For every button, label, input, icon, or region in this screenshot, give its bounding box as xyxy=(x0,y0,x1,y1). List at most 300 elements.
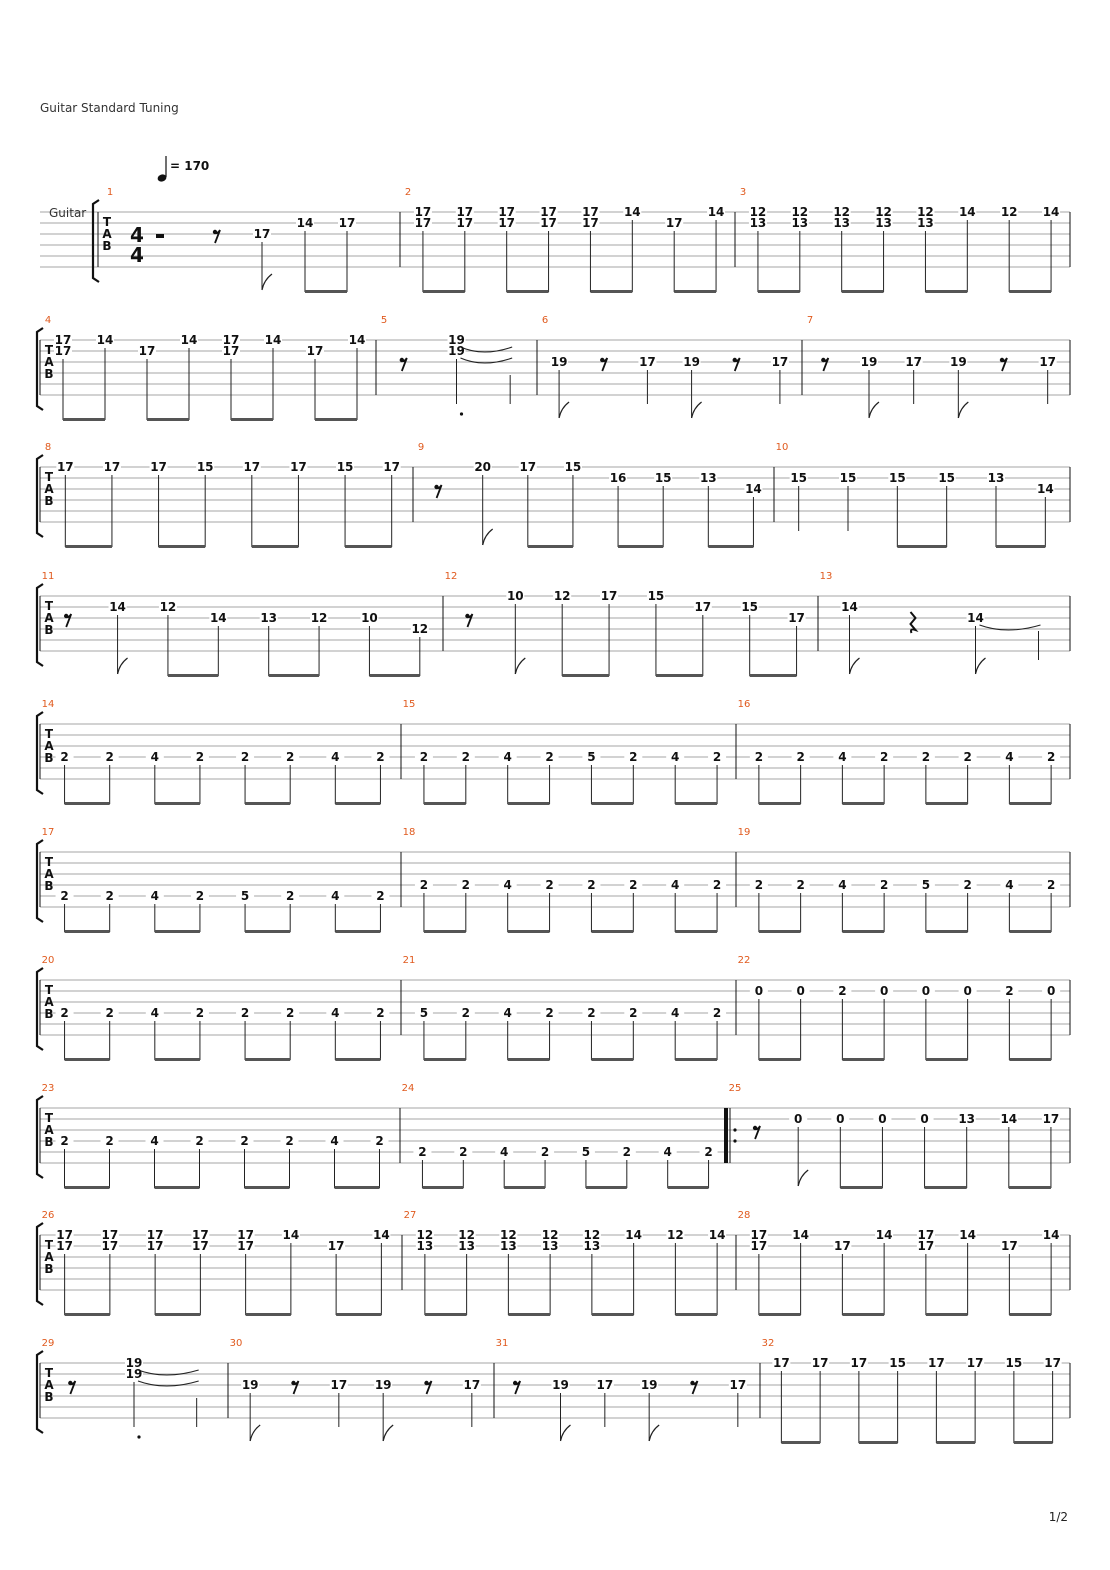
eighth-rest-dot xyxy=(690,1381,694,1385)
note-flag xyxy=(958,402,968,418)
fret-number: 2 xyxy=(461,1006,470,1020)
fret-number: 4 xyxy=(500,1145,509,1159)
fret-number: 17 xyxy=(138,344,156,358)
eighth-rest-dot xyxy=(821,358,825,362)
beam xyxy=(507,290,549,293)
measure-number: 1 xyxy=(106,187,114,198)
fret-number: 17 xyxy=(237,1228,254,1242)
fret-number: 15 xyxy=(839,471,857,485)
beam xyxy=(1014,1441,1053,1444)
fret-number: 19 xyxy=(640,1378,658,1392)
measure-number: 16 xyxy=(737,699,751,710)
beam xyxy=(925,1186,967,1189)
fret-number: 19 xyxy=(550,355,568,369)
tab-clef-a: A xyxy=(44,1123,54,1137)
fret-number: 17 xyxy=(222,333,240,347)
measure-23 xyxy=(56,1108,401,1189)
instrument-label: Guitar xyxy=(49,206,87,220)
measure-number: 2 xyxy=(404,187,412,198)
beam xyxy=(1009,1186,1051,1189)
fret-number: 12 xyxy=(553,589,571,603)
fret-number: 14 xyxy=(792,1228,809,1242)
fret-number: 0 xyxy=(921,984,931,998)
fret-number: 17 xyxy=(327,1239,345,1253)
beam xyxy=(1009,1058,1051,1061)
beam xyxy=(231,418,273,421)
tab-event xyxy=(156,234,164,238)
beam xyxy=(926,930,968,933)
measure-number: 21 xyxy=(402,955,416,966)
beam xyxy=(508,1058,550,1061)
measure-5 xyxy=(400,334,537,416)
fret-number: 17 xyxy=(811,1356,829,1370)
fret-number: 2 xyxy=(622,1145,631,1159)
fret-number: 19 xyxy=(683,355,700,369)
beam xyxy=(424,802,466,805)
measure-number: 30 xyxy=(229,1338,243,1349)
eighth-rest-dot xyxy=(733,358,737,362)
tab-event xyxy=(600,358,607,371)
fret-number: 2 xyxy=(375,1134,384,1148)
fret-number: 16 xyxy=(609,471,627,485)
fret-number: 17 xyxy=(966,1356,984,1370)
fret-number: 13 xyxy=(500,1239,517,1253)
fret-number: 17 xyxy=(414,205,432,219)
fret-number: 17 xyxy=(773,1356,790,1370)
fret-number: 15 xyxy=(889,1356,906,1370)
measure-28 xyxy=(750,1229,1070,1316)
fret-number: 10 xyxy=(361,611,378,625)
fret-number: 17 xyxy=(639,355,656,369)
measure-number: 3 xyxy=(739,187,747,198)
tab-event xyxy=(434,485,441,498)
tab-clef-t: T xyxy=(44,343,54,357)
fret-number: 2 xyxy=(796,878,805,892)
beam xyxy=(528,545,573,548)
fret-number: 2 xyxy=(376,1006,385,1020)
fret-number: 14 xyxy=(348,333,366,347)
beam xyxy=(996,545,1045,548)
beam xyxy=(859,1441,898,1444)
fret-number: 4 xyxy=(663,1145,672,1159)
fret-number: 2 xyxy=(105,1006,114,1020)
beam xyxy=(508,1313,550,1316)
fret-number: 17 xyxy=(222,344,240,358)
fret-number: 17 xyxy=(103,460,121,474)
measure-16 xyxy=(750,724,1070,805)
beam xyxy=(842,802,884,805)
fret-number: 19 xyxy=(552,1378,569,1392)
beam xyxy=(675,930,717,933)
fret-number: 0 xyxy=(794,1112,803,1126)
beam xyxy=(591,802,633,805)
fret-number: 17 xyxy=(330,1378,348,1392)
measure-10 xyxy=(790,467,1070,548)
fret-number: 17 xyxy=(192,1228,209,1242)
fret-number: 4 xyxy=(331,1006,340,1020)
fret-number: 2 xyxy=(419,878,429,892)
fret-number: 14 xyxy=(958,205,976,219)
note-flag xyxy=(869,402,879,418)
measure-9 xyxy=(434,461,774,548)
tab-clef-b: B xyxy=(44,494,54,508)
tab-clef-b: B xyxy=(44,751,54,765)
fret-number: 17 xyxy=(540,216,557,230)
duration-dot xyxy=(137,1435,140,1438)
eighth-rest-dot xyxy=(1000,358,1004,362)
note-flag xyxy=(515,658,525,674)
fret-number: 13 xyxy=(699,471,717,485)
fret-number: 17 xyxy=(54,333,72,347)
tab-clef-b: B xyxy=(44,1007,54,1021)
tab-event xyxy=(733,358,740,371)
fret-number: 17 xyxy=(383,460,401,474)
fret-number: 17 xyxy=(290,460,307,474)
measure-number: 18 xyxy=(402,827,416,838)
fret-number: 14 xyxy=(96,333,114,347)
fret-number: 2 xyxy=(712,750,722,764)
beam xyxy=(618,545,663,548)
tab-clef-a: A xyxy=(102,227,112,241)
fret-number: 13 xyxy=(958,1112,976,1126)
fret-number: 14 xyxy=(745,482,762,496)
tempo-value: = 170 xyxy=(170,159,210,173)
fret-number: 2 xyxy=(963,878,972,892)
measure-31 xyxy=(513,1363,760,1441)
fret-number: 2 xyxy=(418,1145,427,1159)
beam xyxy=(155,1058,200,1061)
measure-number: 13 xyxy=(819,571,833,582)
fret-number: 14 xyxy=(967,611,984,625)
fret-number: 4 xyxy=(331,750,340,764)
measure-30 xyxy=(241,1363,494,1441)
beam xyxy=(369,674,419,677)
measure-number: 26 xyxy=(41,1210,55,1221)
eighth-rest-dot xyxy=(291,1381,295,1385)
measure-number: 19 xyxy=(737,827,751,838)
fret-number: 15 xyxy=(336,460,354,474)
fret-number: 17 xyxy=(850,1356,868,1370)
fret-number: 2 xyxy=(60,1134,69,1148)
measure-number: 4 xyxy=(44,315,52,326)
fret-number: 13 xyxy=(917,216,934,230)
beam xyxy=(675,1058,717,1061)
beam xyxy=(758,290,800,293)
fret-number: 14 xyxy=(1042,1228,1060,1242)
fret-number: 17 xyxy=(917,1239,935,1253)
beam xyxy=(674,290,716,293)
note-flag xyxy=(262,274,272,290)
time-signature-top: 4 xyxy=(130,223,144,247)
beam xyxy=(586,1186,627,1189)
beam xyxy=(1009,290,1051,293)
fret-number: 17 xyxy=(750,1228,768,1242)
tab-clef-b: B xyxy=(44,1390,54,1404)
tab-clef-a: A xyxy=(44,867,54,881)
fret-number: 19 xyxy=(241,1378,259,1392)
fret-number: 14 xyxy=(707,205,725,219)
fret-number: 2 xyxy=(60,750,69,764)
eighth-rest-dot xyxy=(753,1126,757,1130)
measure-7 xyxy=(821,340,1070,418)
beam xyxy=(65,545,112,548)
beam xyxy=(245,802,290,805)
fret-number: 17 xyxy=(146,1239,164,1253)
fret-number: 13 xyxy=(260,611,278,625)
fret-number: 12 xyxy=(1000,205,1018,219)
fret-number: 5 xyxy=(240,889,250,903)
beam xyxy=(897,545,946,548)
fret-number: 17 xyxy=(834,1239,851,1253)
fret-number: 17 xyxy=(519,460,537,474)
tab-clef-a: A xyxy=(44,611,54,625)
fret-number: 15 xyxy=(741,600,759,614)
fret-number: 15 xyxy=(564,460,582,474)
beam xyxy=(842,1058,884,1061)
fret-number: 0 xyxy=(879,984,889,998)
tab-clef-t: T xyxy=(44,470,54,484)
fret-number: 13 xyxy=(833,216,851,230)
fret-number: 19 xyxy=(448,333,465,347)
fret-number: 0 xyxy=(963,984,972,998)
fret-number: 14 xyxy=(373,1228,390,1242)
beam xyxy=(708,545,753,548)
tab-clef-b: B xyxy=(44,623,54,637)
measure-number: 28 xyxy=(737,1210,751,1221)
fret-number: 14 xyxy=(708,1228,726,1242)
duration-dot xyxy=(460,412,463,415)
beam xyxy=(675,1313,717,1316)
beam xyxy=(269,674,319,677)
beam xyxy=(345,545,392,548)
fret-number: 4 xyxy=(150,1134,159,1148)
measure-number: 6 xyxy=(541,315,549,326)
beam xyxy=(842,930,884,933)
fret-number: 12 xyxy=(458,1228,475,1242)
note-flag xyxy=(250,1425,260,1441)
fret-number: 2 xyxy=(461,750,470,764)
fret-number: 2 xyxy=(376,750,385,764)
fret-number: 5 xyxy=(587,750,596,764)
tab-event xyxy=(513,1381,520,1394)
measure-21 xyxy=(415,980,736,1061)
beam xyxy=(759,1058,801,1061)
fret-number: 13 xyxy=(541,1239,559,1253)
fret-number: 4 xyxy=(503,750,512,764)
beam xyxy=(842,1313,884,1316)
measure-1 xyxy=(156,212,400,293)
measure-19 xyxy=(750,852,1070,933)
fret-number: 17 xyxy=(338,216,356,230)
fret-number: 2 xyxy=(754,750,764,764)
beam xyxy=(668,1186,709,1189)
fret-number: 17 xyxy=(596,1378,614,1392)
fret-number: 2 xyxy=(629,1006,638,1020)
fret-number: 14 xyxy=(264,333,282,347)
fret-number: 2 xyxy=(286,750,295,764)
fret-number: 20 xyxy=(474,460,492,474)
fret-number: 14 xyxy=(875,1228,893,1242)
tab-clef-b: B xyxy=(44,879,54,893)
tab-clef-b: B xyxy=(44,1262,54,1276)
tab-clef-a: A xyxy=(44,739,54,753)
measure-number: 8 xyxy=(44,442,52,453)
fret-number: 12 xyxy=(749,205,767,219)
fret-number: 2 xyxy=(587,1006,596,1020)
beam xyxy=(591,930,633,933)
fret-number: 2 xyxy=(240,1134,249,1148)
eighth-rest-dot xyxy=(600,358,604,362)
fret-number: 2 xyxy=(921,750,931,764)
fret-number: 14 xyxy=(1000,1112,1018,1126)
beam xyxy=(508,930,550,933)
tab-clef-t: T xyxy=(44,1366,54,1380)
system-8 xyxy=(37,1096,1070,1189)
fret-number: 15 xyxy=(790,471,808,485)
fret-number: 17 xyxy=(694,600,712,614)
fret-number: 2 xyxy=(712,878,722,892)
fret-number: 2 xyxy=(286,889,295,903)
beam xyxy=(155,930,200,933)
eighth-rest-dot xyxy=(68,1381,72,1385)
beam xyxy=(424,930,466,933)
page-number: 1/2 xyxy=(1048,1510,1068,1524)
fret-number: 17 xyxy=(456,216,474,230)
fret-number: 0 xyxy=(836,1112,845,1126)
measure-20 xyxy=(56,980,401,1061)
fret-number: 2 xyxy=(1046,878,1056,892)
fret-number: 12 xyxy=(791,205,809,219)
fret-number: 4 xyxy=(838,878,847,892)
fret-number: 2 xyxy=(461,878,470,892)
tab-event xyxy=(291,1381,298,1394)
fret-number: 17 xyxy=(1044,1356,1061,1370)
beam xyxy=(840,1186,882,1189)
fret-number: 2 xyxy=(286,1006,295,1020)
beam xyxy=(936,1441,975,1444)
fret-number: 13 xyxy=(987,471,1005,485)
beam xyxy=(168,674,218,677)
fret-number: 13 xyxy=(749,216,767,230)
fret-number: 12 xyxy=(583,1228,601,1242)
measure-6 xyxy=(550,340,802,418)
beam xyxy=(252,545,299,548)
fret-number: 2 xyxy=(540,1145,550,1159)
fret-number: 4 xyxy=(671,878,680,892)
beam xyxy=(926,802,968,805)
measure-32 xyxy=(772,1357,1070,1444)
fret-number: 2 xyxy=(879,878,889,892)
fret-number: 14 xyxy=(209,611,227,625)
beam xyxy=(759,802,801,805)
fret-number: 2 xyxy=(754,878,764,892)
fret-number: 14 xyxy=(623,205,641,219)
beam xyxy=(926,1058,968,1061)
system-10 xyxy=(37,1351,1070,1444)
tab-event xyxy=(213,230,220,243)
fret-number: 0 xyxy=(754,984,764,998)
fret-number: 17 xyxy=(414,216,432,230)
fret-number: 17 xyxy=(101,1239,119,1253)
fret-number: 12 xyxy=(159,600,177,614)
fret-number: 2 xyxy=(240,750,250,764)
fret-number: 17 xyxy=(1039,355,1057,369)
time-signature-bottom: 4 xyxy=(130,243,144,267)
fret-number: 4 xyxy=(150,889,159,903)
fret-number: 5 xyxy=(581,1145,591,1159)
fret-number: 17 xyxy=(146,1228,164,1242)
system-3 xyxy=(37,455,1070,548)
fret-number: 14 xyxy=(296,216,314,230)
fret-number: 19 xyxy=(448,344,465,358)
fret-number: 14 xyxy=(1042,205,1060,219)
fret-number: 2 xyxy=(1046,750,1056,764)
tab-clef-a: A xyxy=(44,1250,54,1264)
fret-number: 17 xyxy=(665,216,683,230)
fret-number: 2 xyxy=(240,1006,250,1020)
tab-clef-t: T xyxy=(44,1111,54,1125)
beam xyxy=(305,290,347,293)
beam xyxy=(1009,1313,1051,1316)
note-flag xyxy=(383,1425,393,1441)
note-flag xyxy=(483,529,493,545)
beam xyxy=(335,1058,380,1061)
beam xyxy=(562,674,609,677)
fret-number: 17 xyxy=(306,344,324,358)
fret-number: 2 xyxy=(285,1134,294,1148)
measure-number: 20 xyxy=(41,955,55,966)
repeat-dot xyxy=(733,1139,736,1142)
measure-number: 31 xyxy=(495,1338,509,1349)
beam xyxy=(759,1313,801,1316)
fret-number: 4 xyxy=(671,1006,680,1020)
tab-clef-t: T xyxy=(102,215,112,229)
fret-number: 17 xyxy=(498,205,516,219)
eighth-rest-dot xyxy=(213,230,217,234)
tab-event xyxy=(753,1126,760,1139)
fret-number: 2 xyxy=(587,878,596,892)
beam xyxy=(759,930,801,933)
measure-number: 11 xyxy=(41,571,55,582)
tuning-label: Guitar Standard Tuning xyxy=(40,101,179,115)
tab-clef-b: B xyxy=(44,367,54,381)
fret-number: 13 xyxy=(458,1239,475,1253)
beam xyxy=(504,1186,545,1189)
fret-number: 19 xyxy=(125,1356,143,1370)
measure-15 xyxy=(415,724,736,805)
beam xyxy=(508,802,550,805)
fret-number: 2 xyxy=(796,750,805,764)
fret-number: 17 xyxy=(150,460,167,474)
beam xyxy=(65,1313,110,1316)
note-flag xyxy=(976,658,986,674)
fret-number: 10 xyxy=(506,589,524,603)
fret-number: 17 xyxy=(54,344,72,358)
fret-number: 14 xyxy=(282,1228,300,1242)
beam xyxy=(781,1441,820,1444)
measure-29 xyxy=(68,1357,228,1439)
note-flag xyxy=(798,1170,808,1186)
fret-number: 17 xyxy=(1001,1239,1018,1253)
measure-12 xyxy=(465,590,818,677)
fret-number: 2 xyxy=(712,1006,722,1020)
tab-event xyxy=(1000,358,1007,371)
fret-number: 17 xyxy=(540,205,557,219)
fret-number: 17 xyxy=(192,1239,209,1253)
fret-number: 2 xyxy=(545,878,554,892)
fret-number: 12 xyxy=(541,1228,559,1242)
beam xyxy=(245,930,290,933)
